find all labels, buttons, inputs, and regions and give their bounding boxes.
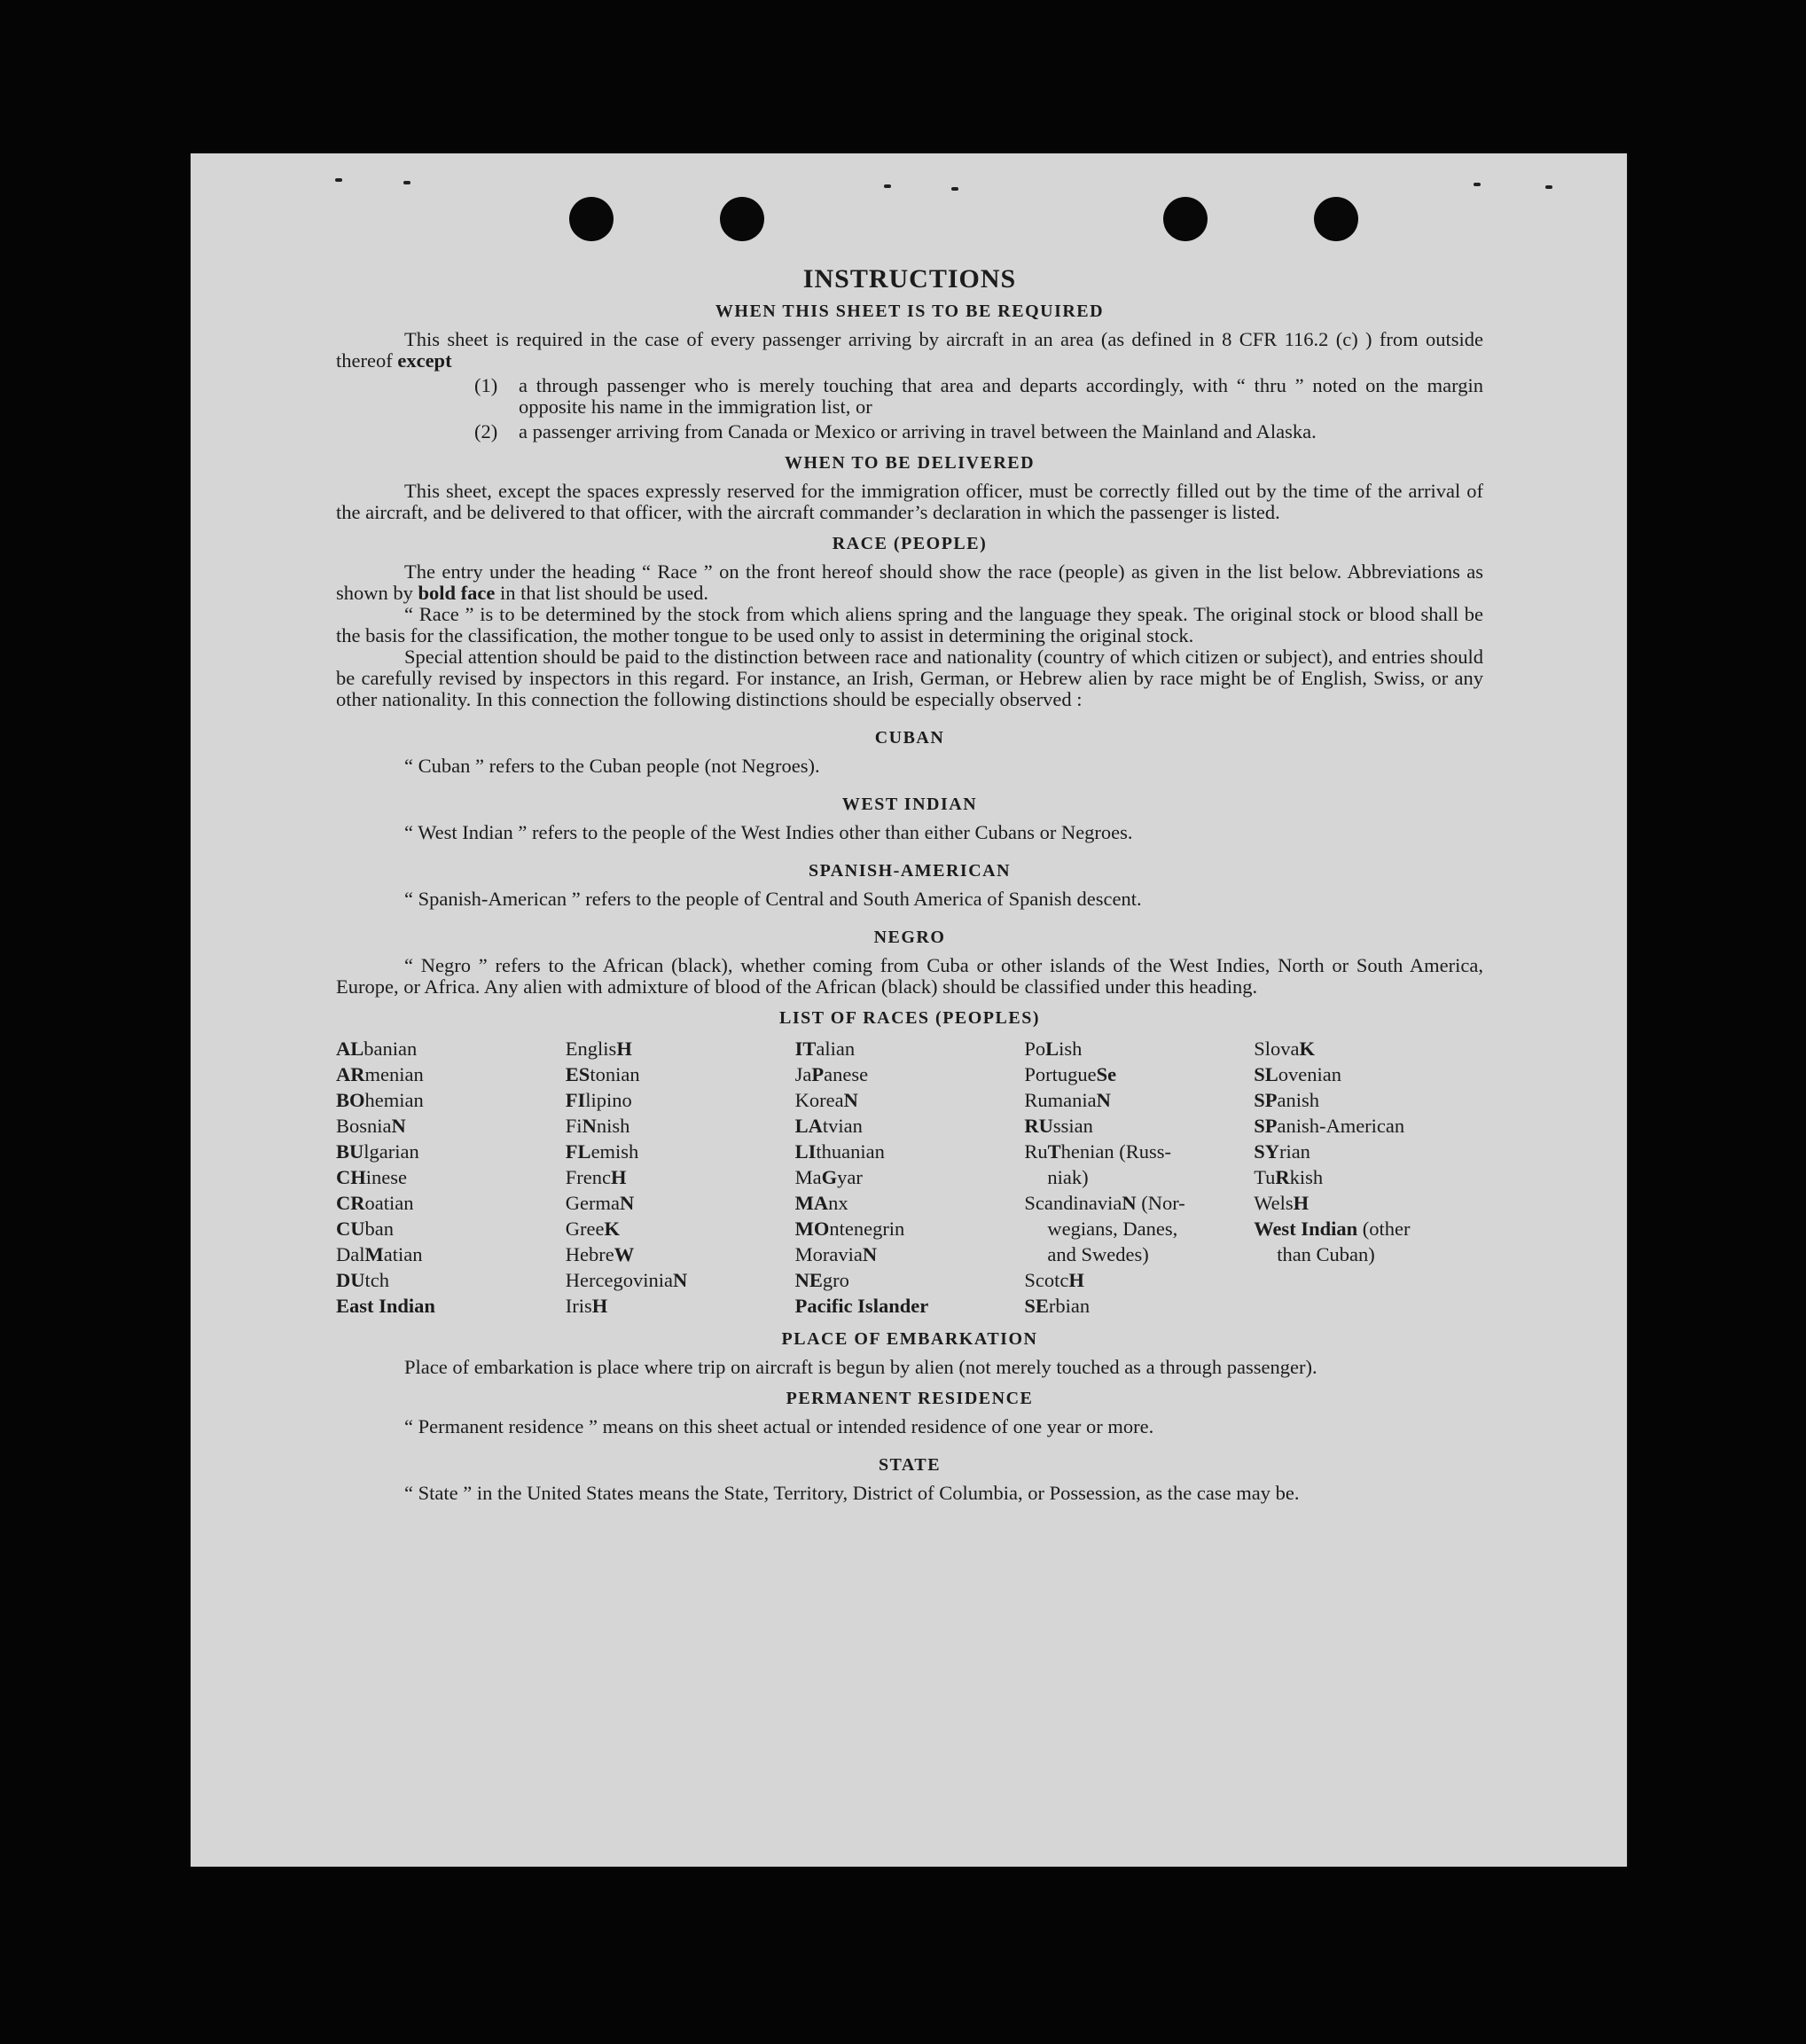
race-entry: SlovaK	[1254, 1038, 1315, 1060]
race-paragraph-1: The entry under the heading “ Race ” on the front hereof should show the race (people) as given in the list below. Abbreviations as shown by bold face in that list should be used.	[336, 560, 1483, 604]
exception-item-1: (1) a through passenger who is merely touching that area and departs accordingly, with “ thru ” noted on the margin opposite his name in the immigration list, or	[474, 374, 1483, 418]
negro-text: “ Negro ” refers to the African (black), whether coming from Cuba or other islands of the West Indies, North or South America, Europe, or Africa. Any alien with admixture of blood of the African (black) should be classified under this heading.	[336, 954, 1483, 998]
race-entry: SLovenian	[1254, 1063, 1341, 1085]
race-entry: MaGyar	[794, 1166, 863, 1188]
list-of-races	[336, 1036, 1483, 1319]
speck	[1545, 185, 1552, 189]
race-entry: DUtch	[336, 1269, 389, 1291]
race-entry: SPanish-American	[1254, 1115, 1405, 1137]
race-column	[566, 1036, 795, 1319]
race-entry: PoLish	[1024, 1038, 1083, 1060]
race-entry: ARmenian	[336, 1063, 424, 1085]
race-column	[1254, 1036, 1483, 1319]
race-entry: West Indian (other	[1254, 1218, 1411, 1240]
heading-cuban: CUBAN	[874, 728, 945, 748]
race-column	[336, 1036, 566, 1319]
race-entry: BUlgarian	[336, 1140, 419, 1163]
race-entry: MOntenegrin	[794, 1218, 905, 1240]
race-entry: SErbian	[1024, 1295, 1091, 1317]
race-entry: TuRkish	[1254, 1166, 1324, 1188]
race-entry: NEgro	[794, 1269, 849, 1291]
state-text: “ State ” in the United States means the State, Territory, District of Columbia, or Possession, as the case may be.	[404, 1482, 1300, 1504]
embarkation-text: Place of embarkation is place where trip on aircraft is begun by alien (not merely touched as a through passenger).	[404, 1356, 1317, 1378]
punch-hole	[569, 197, 614, 241]
race-paragraph-2: “ Race ” is to be determined by the stock from which aliens spring and the language they speak. The original stock or blood shall be the basis for the classification, the mother tongue to be used only to assist in determining the original stock.	[336, 603, 1483, 646]
race-entry: LIthuanian	[794, 1140, 885, 1163]
race-entry: GermaN	[565, 1192, 635, 1214]
race-entry: CRoatian	[336, 1192, 414, 1214]
punch-hole	[1163, 197, 1208, 241]
punch-hole	[720, 197, 764, 241]
race-entry: Pacific Islander	[794, 1295, 929, 1317]
race-entry: RuThenian (Russ-	[1024, 1140, 1172, 1163]
race-entry: ScandinaviaN (Nor-	[1024, 1192, 1185, 1214]
race-entry-continuation: and Swedes)	[1047, 1243, 1149, 1265]
race-entry: HercegoviniaN	[565, 1269, 688, 1291]
speck	[403, 181, 410, 184]
heading-state: STATE	[878, 1455, 942, 1475]
race-entry: BosniaN	[336, 1115, 406, 1137]
race-entry: PortugueSe	[1024, 1063, 1117, 1085]
speck	[335, 178, 342, 182]
race-column	[1024, 1036, 1254, 1319]
race-entry: ALbanian	[336, 1038, 418, 1060]
race-column	[795, 1036, 1025, 1319]
west-indian-text: “ West Indian ” refers to the people of the West Indies other than either Cubans or Negroes.	[404, 821, 1133, 843]
speck	[884, 184, 891, 188]
race-entry: FiNnish	[565, 1115, 630, 1137]
race-entry: CUban	[336, 1218, 394, 1240]
race-entry: RumaniaN	[1024, 1089, 1111, 1111]
race-entry: JaPanese	[794, 1063, 869, 1085]
exception-item-2: (2) a passenger arriving from Canada or Mexico or arriving in travel between the Mainland and Alaska.	[474, 420, 1317, 442]
document-page	[191, 153, 1627, 1867]
race-entry: ScotcH	[1024, 1269, 1084, 1291]
page-title: INSTRUCTIONS	[802, 264, 1017, 294]
heading-spanish-american: SPANISH-AMERICAN	[808, 861, 1012, 881]
race-entry: SYrian	[1254, 1140, 1310, 1163]
race-entry-continuation: niak)	[1047, 1166, 1089, 1188]
race-entry: GreeK	[565, 1218, 621, 1240]
race-entry: WelsH	[1254, 1192, 1310, 1214]
heading-race: RACE (PEOPLE)	[832, 534, 988, 553]
race-entry: SPanish	[1254, 1089, 1319, 1111]
race-entry: HebreW	[565, 1243, 635, 1265]
heading-west-indian: WEST INDIAN	[841, 795, 978, 814]
race-entry: EStonian	[565, 1063, 640, 1085]
race-entry: KoreaN	[794, 1089, 858, 1111]
race-entry: ITalian	[794, 1038, 856, 1060]
heading-when-required: WHEN THIS SHEET IS TO BE REQUIRED	[715, 302, 1105, 321]
race-entry-continuation: than Cuban)	[1277, 1243, 1375, 1265]
speck	[951, 187, 958, 191]
race-entry: FrencH	[565, 1166, 627, 1188]
race-entry: BOhemian	[336, 1089, 424, 1111]
heading-permanent-residence: PERMANENT RESIDENCE	[786, 1389, 1034, 1408]
race-entry: MoraviaN	[794, 1243, 878, 1265]
race-entry: CHinese	[336, 1166, 407, 1188]
heading-negro: NEGRO	[873, 928, 946, 947]
heading-when-delivered: WHEN TO BE DELIVERED	[784, 453, 1036, 473]
speck	[1474, 183, 1481, 186]
race-entry: East Indian	[336, 1295, 435, 1317]
race-entry: MAnx	[794, 1192, 848, 1214]
race-entry-continuation: wegians, Danes,	[1047, 1218, 1178, 1240]
race-entry: FIlipino	[565, 1089, 632, 1111]
race-paragraph-3: Special attention should be paid to the distinction between race and nationality (country of which citizen or subject), and entries should be carefully revised by inspectors in this regard. For instance, an Irish, German, or Hebrew alien by race might be of English, Swiss, or any other nationality. In this connection the following distinctions should be especially observed :	[336, 646, 1483, 710]
race-entry: DalMatian	[336, 1243, 423, 1265]
race-entry: IrisH	[565, 1295, 608, 1317]
race-entry: FLemish	[565, 1140, 639, 1163]
race-entry: RUssian	[1024, 1115, 1093, 1137]
heading-embarkation: PLACE OF EMBARKATION	[781, 1329, 1038, 1349]
spanish-american-text: “ Spanish-American ” refers to the people of Central and South America of Spanish descent.	[404, 888, 1142, 910]
race-entry: EnglisH	[565, 1038, 632, 1060]
when-required-intro: This sheet is required in the case of every passenger arriving by aircraft in an area (as defined in 8 CFR 116.2 (c) ) from outside thereof except	[336, 328, 1483, 372]
instructions-body	[336, 264, 1483, 1504]
punch-hole	[1314, 197, 1358, 241]
heading-list-of-races: LIST OF RACES (PEOPLES)	[778, 1008, 1040, 1028]
when-delivered-text: This sheet, except the spaces expressly reserved for the immigration officer, must be correctly filled out by the time of the arrival of the aircraft, and be delivered to that officer, with the aircraft commander’s declaration in which the passenger is listed.	[336, 480, 1483, 523]
cuban-text: “ Cuban ” refers to the Cuban people (not Negroes).	[404, 755, 820, 777]
race-entry: LAtvian	[794, 1115, 863, 1137]
permanent-residence-text: “ Permanent residence ” means on this sheet actual or intended residence of one year or more.	[404, 1415, 1154, 1437]
